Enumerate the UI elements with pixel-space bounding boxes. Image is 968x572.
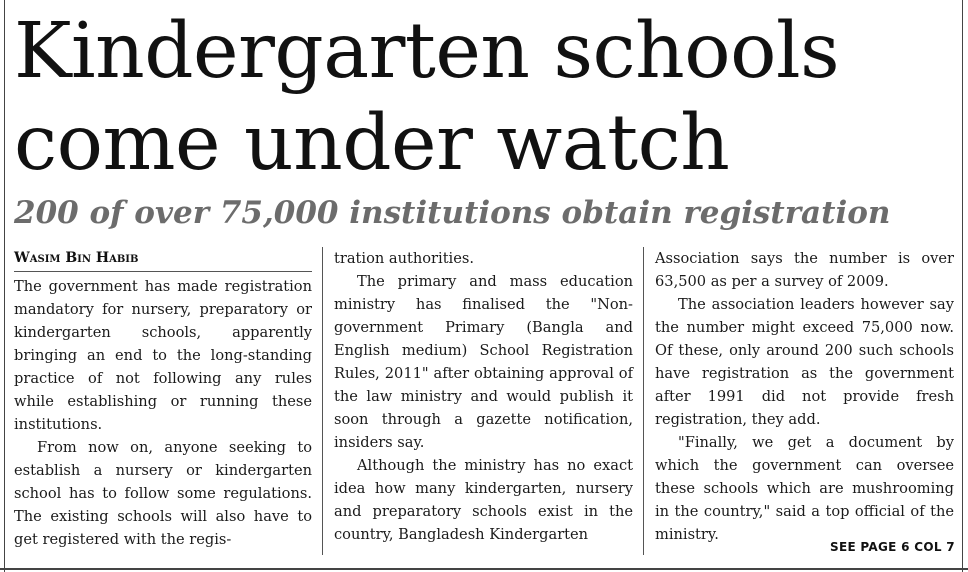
byline: Wasim Bin Habib [14, 247, 312, 272]
paragraph: From now on, anyone seeking to establish a nursery or kindergarten school has to follow some regulations. The existing schools will also have to get registered with the regis- [14, 439, 312, 548]
paragraph: The government has made registration mandatory for nursery, preparatory or kindergarten schools, apparently bringing an end to the long-standing practice of not following any rules while establishing or running these institutions. [14, 278, 312, 433]
article-column-2 [334, 247, 633, 546]
bottom-frame-rule [0, 568, 968, 570]
paragraph: Association says the number is over 63,500 as per a survey of 2009. [655, 250, 954, 290]
continuation-jump-line: SEE PAGE 6 COL 7 [830, 540, 955, 554]
paragraph: The primary and mass education ministry has finalised the "Non-government Primary (Bangla and English medium) School Registration Rules, 2011" after obtaining approval of the law ministry and would publish it soon through a gazette notification, insiders say. [334, 273, 633, 451]
paragraph: The association leaders however say the number might exceed 75,000 now. Of these, only around 200 such schools have registration as the government after 1991 did not provide fresh registration, they add. [655, 296, 954, 428]
article-column-3 [655, 247, 954, 546]
paragraph: tration authorities. [334, 250, 474, 267]
right-frame-rule [962, 0, 963, 572]
headline-line-2: come under watch [14, 99, 730, 188]
subheadline: 200 of over 75,000 institutions obtain registration [14, 195, 891, 231]
paragraph: "Finally, we get a document by which the government can oversee these schools which are mushrooming in the country," said a top official of the ministry. [655, 434, 954, 543]
article-column-1 [14, 247, 312, 551]
left-frame-rule [4, 0, 5, 572]
headline-line-1: Kindergarten schools [14, 7, 840, 96]
column-divider [643, 247, 644, 555]
headline [14, 6, 954, 190]
paragraph: Although the ministry has no exact idea how many kindergarten, nursery and preparatory schools exist in the country, Bangladesh Kindergarten [334, 457, 633, 543]
column-divider [322, 247, 323, 555]
